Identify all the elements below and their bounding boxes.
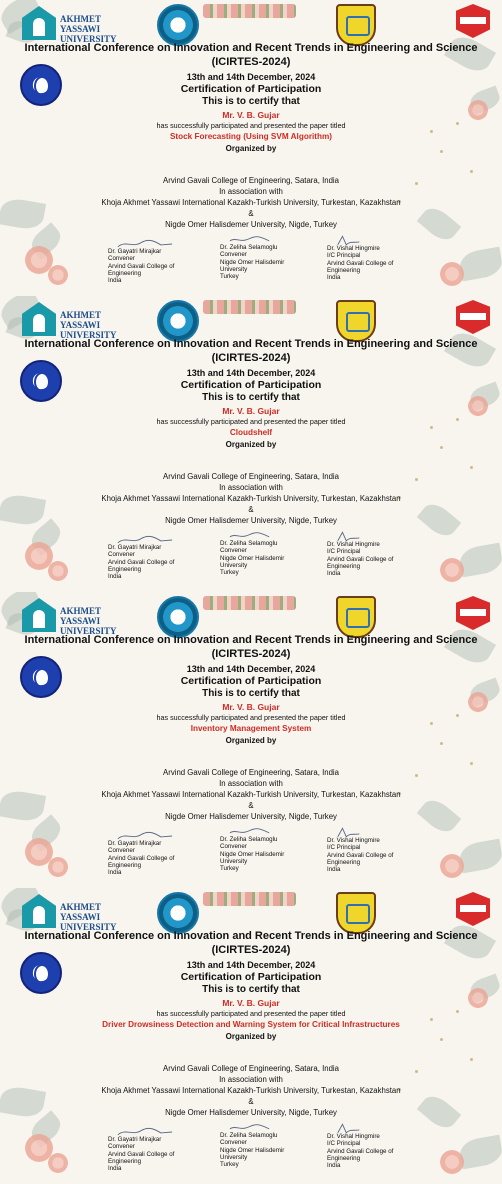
flower-decoration (440, 262, 464, 286)
signatory-block (108, 1136, 190, 1172)
yassawi-university-logo (22, 894, 117, 932)
signatory-role: I/C Principal (327, 844, 361, 852)
dot-decoration (470, 762, 473, 765)
leaf-decoration (444, 623, 496, 669)
partner-university-kazakhstan: Khoja Akhmet Yassawi International Kazakh-Turkish University, Turkestan, Kazakhstan (101, 198, 401, 207)
signatory-country: India (108, 1165, 122, 1173)
signatory-block (220, 540, 300, 576)
dot-decoration (470, 170, 473, 173)
signatory-name: Dr. Gayatri Mirajkar (108, 840, 162, 847)
partner-university-kazakhstan: Khoja Akhmet Yassawi International Kazakh-Turkish University, Turkestan, Kazakhstan (101, 1086, 401, 1095)
conference-round-logo (157, 892, 199, 934)
floral-banner-decoration (203, 300, 296, 314)
organized-by-label: Organized by (225, 144, 277, 153)
organizer-name: Arvind Gavali College of Engineering, Satara, India (163, 176, 339, 185)
organized-by-label: Organized by (225, 440, 277, 449)
certificate (0, 592, 502, 888)
signatory-name: Dr. Zeliha Selamoglu (220, 244, 278, 251)
signatory-block (220, 244, 300, 280)
flower-decoration (48, 561, 68, 581)
samrat-institution-logo (456, 596, 490, 630)
partner-university-turkey: Nigde Omer Halisdemer University, Nigde, Turkey (165, 812, 337, 821)
ampersand: & (248, 209, 254, 218)
floral-banner-decoration (203, 596, 296, 610)
certificate-heading: Certification of Participation (180, 675, 322, 687)
organized-by-label: Organized by (225, 736, 277, 745)
conference-dates: 13th and 14th December, 2024 (186, 72, 316, 82)
samrat-institution-logo (456, 892, 490, 926)
signatory-org: Arvind Gavali College of Engineering (108, 262, 175, 277)
signatory-org: Nigde Omer Halisdemir University (220, 554, 285, 569)
leaf-decoration (458, 1135, 502, 1170)
signatory-role: Convener (108, 1143, 135, 1151)
paper-title: Stock Forecasting (Using SVM Algorithm) (169, 132, 333, 141)
signatory-role: I/C Principal (327, 548, 361, 556)
yassawi-university-logo (22, 598, 117, 636)
signatory-role: Convener (220, 251, 247, 259)
yassawi-emblem-icon (22, 894, 56, 928)
flower-decoration (440, 854, 464, 878)
paper-title: Inventory Management System (190, 724, 312, 733)
samrat-institution-logo (456, 300, 490, 334)
signature-image (228, 824, 286, 836)
signatory-country: India (327, 1162, 341, 1170)
association-line: In association with (219, 779, 283, 788)
yassawi-logo-text (60, 902, 117, 932)
signatory-org: Arvind Gavali College of Engineering (108, 558, 175, 573)
conference-round-logo (157, 4, 199, 46)
certificate-heading: Certification of Participation (180, 83, 322, 95)
samrat-institution-logo (456, 4, 490, 38)
conference-title: International Conference on Innovation and Recent Trends in Engineering and Science (24, 338, 478, 350)
conference-acronym: (ICIRTES-2024) (211, 56, 291, 68)
signatory-block (327, 1133, 409, 1169)
signatory-org: Nigde Omer Halisdemir University (220, 258, 285, 273)
certify-line: This is to certify that (202, 984, 300, 995)
signatory-block (327, 837, 409, 873)
signatory-name: Dr. Zeliha Selamoglu (220, 836, 278, 843)
partner-university-turkey: Nigde Omer Halisdemer University, Nigde, Turkey (165, 516, 337, 525)
flower-decoration (440, 558, 464, 582)
yassawi-university-logo (22, 6, 117, 44)
flower-decoration (48, 1153, 68, 1173)
yassawi-logo-line: UNIVERSITY (60, 922, 117, 932)
conference-round-logo (157, 596, 199, 638)
certify-line: This is to certify that (202, 688, 300, 699)
leaf-decoration (458, 543, 502, 578)
ampersand: & (248, 1097, 254, 1106)
yassawi-logo-line: UNIVERSITY (60, 34, 117, 44)
leaf-decoration (444, 919, 496, 965)
partner-university-kazakhstan: Khoja Akhmet Yassawi International Kazakh-Turkish University, Turkestan, Kazakhstan (101, 790, 401, 799)
yassawi-logo-text (60, 606, 117, 636)
signatory-name: Dr. Zeliha Selamoglu (220, 540, 278, 547)
floral-banner-decoration (203, 4, 296, 18)
signatory-block (108, 248, 190, 284)
organizer-name: Arvind Gavali College of Engineering, Satara, India (163, 1064, 339, 1073)
partner-university-turkey: Nigde Omer Halisdemer University, Nigde, Turkey (165, 220, 337, 229)
signatory-name: Dr. Vishal Hingmire (327, 541, 380, 548)
signature-image (228, 528, 286, 540)
participant-name: Mr. V. B. Gujar (222, 406, 280, 416)
college-shield-logo (336, 596, 376, 638)
dot-decoration (470, 1058, 473, 1061)
yassawi-logo-line: AKHMET YASSAWI (60, 14, 101, 34)
yassawi-emblem-icon (22, 302, 56, 336)
leaf-decoration (458, 247, 502, 282)
signatory-country: India (108, 869, 122, 877)
signatory-block (327, 541, 409, 577)
signatory-country: Turkey (220, 273, 239, 281)
conference-title: International Conference on Innovation and Recent Trends in Engineering and Science (24, 42, 478, 54)
yassawi-university-logo (22, 302, 117, 340)
association-line: In association with (219, 483, 283, 492)
conference-dates: 13th and 14th December, 2024 (186, 960, 316, 970)
organizer-name: Arvind Gavali College of Engineering, Satara, India (163, 472, 339, 481)
signatory-block (220, 1132, 300, 1168)
yassawi-logo-line: AKHMET YASSAWI (60, 606, 101, 626)
college-shield-logo (336, 892, 376, 934)
certify-line: This is to certify that (202, 392, 300, 403)
signatory-org: Nigde Omer Halisdemir University (220, 850, 285, 865)
signatory-country: India (108, 277, 122, 285)
signatory-block (108, 840, 190, 876)
organizer-name: Arvind Gavali College of Engineering, Satara, India (163, 768, 339, 777)
participant-name: Mr. V. B. Gujar (222, 110, 280, 120)
signatory-org: Arvind Gavali College of Engineering (108, 854, 175, 869)
conference-title: International Conference on Innovation and Recent Trends in Engineering and Science (24, 930, 478, 942)
dot-decoration (470, 466, 473, 469)
signature-image (228, 232, 286, 244)
signatory-role: Convener (108, 551, 135, 559)
signatory-country: India (327, 274, 341, 282)
conference-dates: 13th and 14th December, 2024 (186, 664, 316, 674)
conference-round-logo (157, 300, 199, 342)
ampersand: & (248, 801, 254, 810)
signatory-name: Dr. Vishal Hingmire (327, 245, 380, 252)
signatory-role: Convener (220, 547, 247, 555)
signatory-name: Dr. Gayatri Mirajkar (108, 248, 162, 255)
signatory-name: Dr. Gayatri Mirajkar (108, 544, 162, 551)
signatory-name: Dr. Zeliha Selamoglu (220, 1132, 278, 1139)
signatory-org: Arvind Gavali College of Engineering (327, 1147, 394, 1162)
signatory-block (220, 836, 300, 872)
signatory-country: India (327, 866, 341, 874)
yassawi-logo-line: AKHMET YASSAWI (60, 902, 101, 922)
conference-title: International Conference on Innovation and Recent Trends in Engineering and Science (24, 634, 478, 646)
signatory-org: Nigde Omer Halisdemir University (220, 1146, 285, 1161)
signatory-org: Arvind Gavali College of Engineering (108, 1150, 175, 1165)
signatory-role: I/C Principal (327, 1140, 361, 1148)
college-shield-logo (336, 300, 376, 342)
signature-image (228, 1120, 286, 1132)
ampersand: & (248, 505, 254, 514)
signatory-role: Convener (220, 843, 247, 851)
signatory-name: Dr. Vishal Hingmire (327, 1133, 380, 1140)
flower-decoration (48, 265, 68, 285)
signatory-country: Turkey (220, 865, 239, 873)
conference-acronym: (ICIRTES-2024) (211, 352, 291, 364)
organized-by-label: Organized by (225, 1032, 277, 1041)
partner-university-turkey: Nigde Omer Halisdemer University, Nigde, Turkey (165, 1108, 337, 1117)
signatory-org: Arvind Gavali College of Engineering (327, 851, 394, 866)
floral-banner-decoration (203, 892, 296, 906)
certificate-heading: Certification of Participation (180, 379, 322, 391)
leaf-decoration (458, 839, 502, 874)
signatory-country: Turkey (220, 569, 239, 577)
leaf-decoration (444, 327, 496, 373)
partner-university-kazakhstan: Khoja Akhmet Yassawi International Kazakh-Turkish University, Turkestan, Kazakhstan (101, 494, 401, 503)
leaf-decoration (444, 31, 496, 77)
signatory-org: Arvind Gavali College of Engineering (327, 555, 394, 570)
participation-line: has successfully participated and presented the paper titled (156, 417, 346, 426)
participation-line: has successfully participated and presented the paper titled (156, 121, 346, 130)
flower-decoration (440, 1150, 464, 1174)
certificate (0, 0, 502, 296)
yassawi-emblem-icon (22, 598, 56, 632)
yassawi-emblem-icon (22, 6, 56, 40)
certify-line: This is to certify that (202, 96, 300, 107)
signatory-name: Dr. Gayatri Mirajkar (108, 1136, 162, 1143)
signatory-org: Arvind Gavali College of Engineering (327, 259, 394, 274)
paper-title: Cloudshelf (229, 428, 273, 437)
yassawi-logo-line: AKHMET YASSAWI (60, 310, 101, 330)
certificate-heading: Certification of Participation (180, 971, 322, 983)
association-line: In association with (219, 187, 283, 196)
signatory-country: India (327, 570, 341, 578)
signatory-block (327, 245, 409, 281)
conference-acronym: (ICIRTES-2024) (211, 648, 291, 660)
certificate (0, 888, 502, 1184)
conference-dates: 13th and 14th December, 2024 (186, 368, 316, 378)
certificate (0, 296, 502, 592)
flower-decoration (48, 857, 68, 877)
signatory-country: Turkey (220, 1161, 239, 1169)
college-shield-logo (336, 4, 376, 46)
yassawi-logo-text (60, 310, 117, 340)
signatory-block (108, 544, 190, 580)
participation-line: has successfully participated and presented the paper titled (156, 1009, 346, 1018)
signatory-country: India (108, 573, 122, 581)
yassawi-logo-line: UNIVERSITY (60, 330, 117, 340)
yassawi-logo-line: UNIVERSITY (60, 626, 117, 636)
yassawi-logo-text (60, 14, 117, 44)
signatory-role: Convener (220, 1139, 247, 1147)
signatory-name: Dr. Vishal Hingmire (327, 837, 380, 844)
participation-line: has successfully participated and presented the paper titled (156, 713, 346, 722)
participant-name: Mr. V. B. Gujar (222, 702, 280, 712)
association-line: In association with (219, 1075, 283, 1084)
signatory-role: Convener (108, 847, 135, 855)
signatory-role: I/C Principal (327, 252, 361, 260)
conference-acronym: (ICIRTES-2024) (211, 944, 291, 956)
signatory-role: Convener (108, 255, 135, 263)
participant-name: Mr. V. B. Gujar (222, 998, 280, 1008)
paper-title: Driver Drowsiness Detection and Warning System for Critical Infrastructures (102, 1020, 400, 1029)
